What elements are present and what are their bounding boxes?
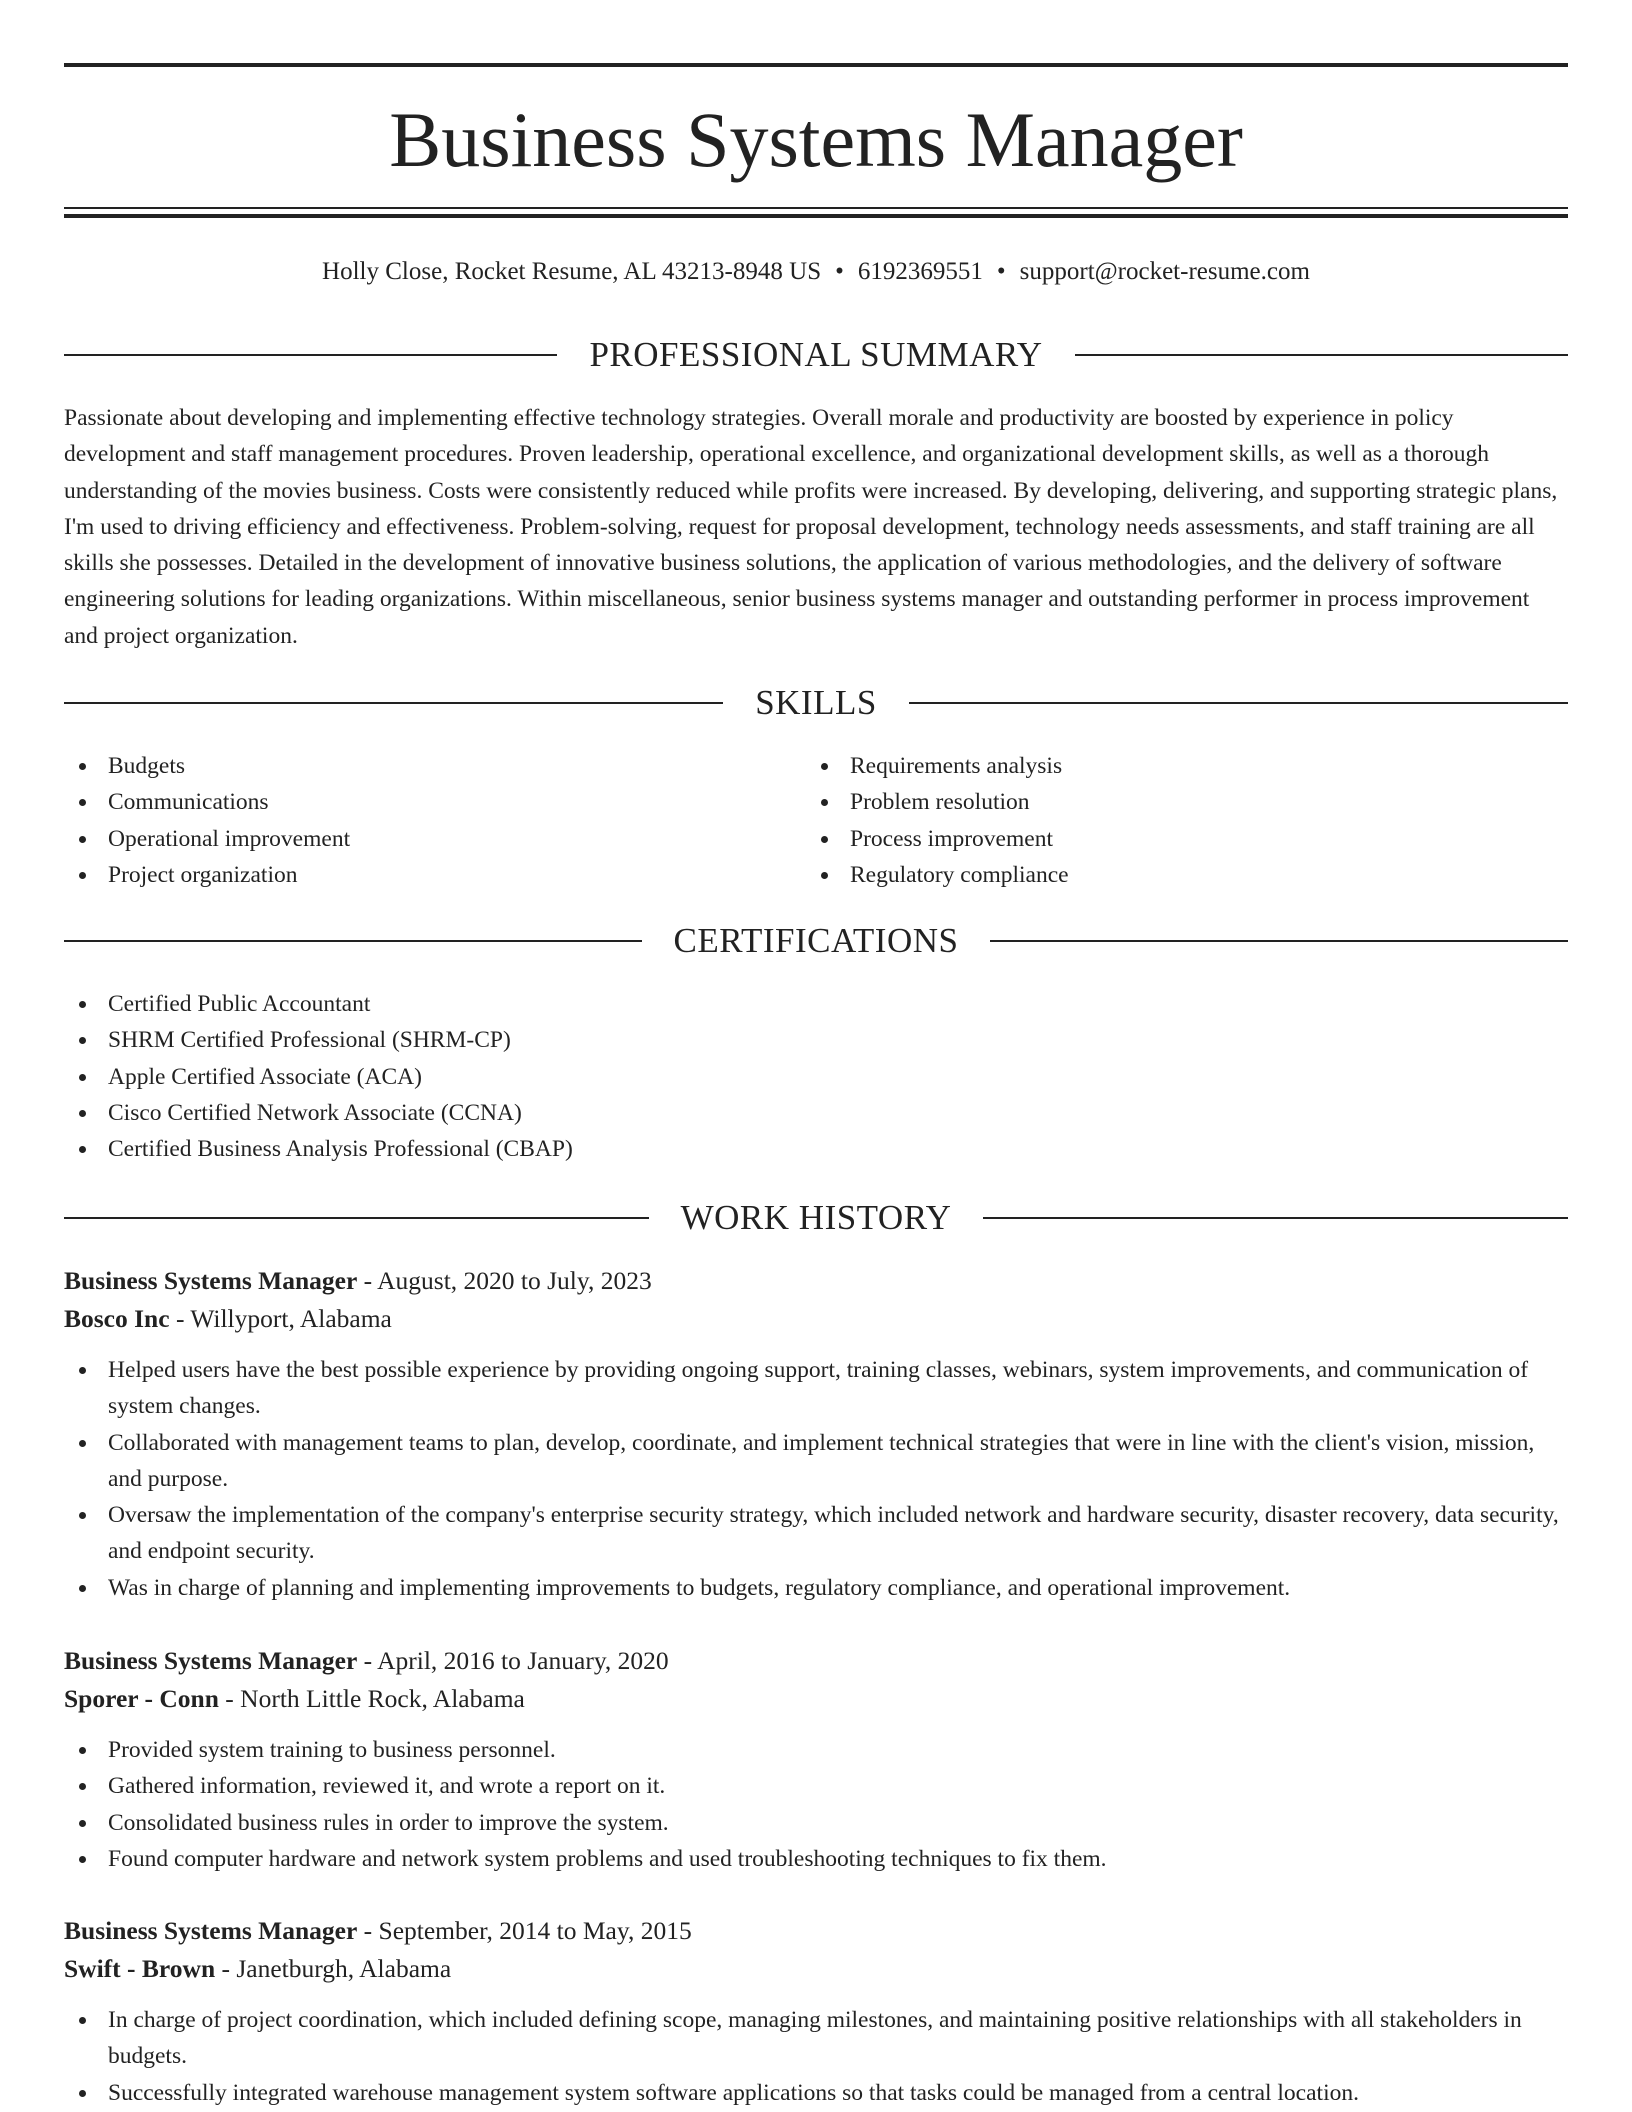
skills-list-left — [64, 748, 764, 893]
job-title: Business Systems Manager — [64, 1266, 358, 1295]
divider-line — [990, 940, 1568, 942]
skill-item: Budgets — [64, 748, 764, 784]
job-company: Swift - Brown — [64, 1954, 216, 1983]
skills-section-header — [64, 681, 1568, 725]
summary-section-header — [64, 333, 1568, 377]
job-entry — [64, 1642, 1568, 1877]
certification-item: Apple Certified Associate (ACA) — [64, 1059, 1568, 1095]
summary-heading: PROFESSIONAL SUMMARY — [589, 335, 1043, 374]
job-dates: - August, 2020 to July, 2023 — [357, 1266, 652, 1295]
job-bullets — [64, 1352, 1568, 1606]
job-title-line — [64, 1642, 1568, 1680]
job-bullet: Found computer hardware and network system problems and used troubleshooting techniques to fix them. — [64, 1841, 1568, 1877]
header-rule-lower — [64, 214, 1568, 218]
job-company: Bosco Inc — [64, 1304, 170, 1333]
job-bullet: Helped users have the best possible experience by providing ongoing support, training classes, webinars, system improvements, and communication of system changes. — [64, 1352, 1568, 1425]
divider-line — [64, 1217, 649, 1219]
divider-line — [64, 354, 557, 356]
job-dates: - September, 2014 to May, 2015 — [357, 1916, 692, 1945]
certifications-list — [64, 986, 1568, 1167]
contact-line — [64, 254, 1568, 290]
job-bullets — [64, 1732, 1568, 1877]
candidate-name: Business Systems Manager — [389, 96, 1243, 183]
job-bullet: Successfully integrated warehouse management system software applications so that tasks could be managed from a central location. — [64, 2075, 1568, 2111]
job-bullet: Consolidated business rules in order to improve the system. — [64, 1805, 1568, 1841]
job-company: Sporer - Conn — [64, 1684, 219, 1713]
skill-item: Communications — [64, 784, 764, 820]
header-rule-upper — [64, 207, 1568, 209]
skill-item: Requirements analysis — [806, 748, 1506, 784]
skills-left-column — [64, 748, 764, 893]
contact-address: Holly Close, Rocket Resume, AL 43213-8948 US — [322, 258, 822, 285]
certifications-block — [64, 986, 1568, 1167]
contact-phone: 6192369551 — [857, 258, 983, 285]
skill-item: Regulatory compliance — [806, 857, 1506, 893]
skill-item: Problem resolution — [806, 784, 1506, 820]
job-bullet: Oversaw the implementation of the company's enterprise security strategy, which included network and hardware security, disaster recovery, data security, and endpoint security. — [64, 1497, 1568, 1570]
divider-line — [983, 1217, 1568, 1219]
header-top-rule — [64, 63, 1568, 67]
job-company-line — [64, 1950, 1568, 1988]
certification-item: Cisco Certified Network Associate (CCNA) — [64, 1095, 1568, 1131]
job-location: - Janetburgh, Alabama — [215, 1954, 452, 1983]
certifications-section-header — [64, 919, 1568, 963]
job-entry — [64, 1262, 1568, 1606]
job-bullets — [64, 2002, 1568, 2111]
skill-item: Operational improvement — [64, 821, 764, 857]
job-title: Business Systems Manager — [64, 1916, 358, 1945]
job-title: Business Systems Manager — [64, 1646, 358, 1675]
contact-separator: • — [835, 258, 844, 285]
certifications-heading: CERTIFICATIONS — [673, 921, 959, 960]
divider-line — [1075, 354, 1568, 356]
certification-item: Certified Business Analysis Professional (CBAP) — [64, 1131, 1568, 1167]
work-heading: WORK HISTORY — [680, 1198, 952, 1237]
divider-line — [64, 702, 723, 704]
job-title-line — [64, 1912, 1568, 1950]
certification-item: Certified Public Accountant — [64, 986, 1568, 1022]
job-bullet: Collaborated with management teams to plan, develop, coordinate, and implement technical strategies that were in line with the client's vision, mission, and purpose. — [64, 1425, 1568, 1498]
skill-item: Process improvement — [806, 821, 1506, 857]
skills-heading: SKILLS — [755, 683, 877, 722]
job-bullet: Was in charge of planning and implementing improvements to budgets, regulatory compliance, and operational improvement. — [64, 1570, 1568, 1606]
work-section-header — [64, 1196, 1568, 1240]
skills-list-right — [806, 748, 1506, 893]
job-entry — [64, 1912, 1568, 2111]
divider-line — [909, 702, 1568, 704]
job-bullet: Gathered information, reviewed it, and wrote a report on it. — [64, 1768, 1568, 1804]
job-title-line — [64, 1262, 1568, 1300]
summary-text: Passionate about developing and implementing effective technology strategies. Overall morale and productivity are boosted by experience in policy development and staff management procedures. Proven leadership, operational excellence, and organizational development skills, as well as a thorough understanding of the movies business. Costs were consistently reduced while profits were increased. By developing, delivering, and supporting strategic plans, I'm used to driving efficiency and effectiveness. Problem-solving, request for proposal development, technology needs assessments, and staff training are all skills she possesses. Detailed in the development of innovative business solutions, the application of various methodologies, and the delivery of software engineering solutions for leading organizations. Within miscellaneous, senior business systems manager and outstanding performer in process improvement and project organization. — [64, 405, 1558, 649]
job-company-line — [64, 1680, 1568, 1718]
job-bullet: Provided system training to business personnel. — [64, 1732, 1568, 1768]
job-location: - Willyport, Alabama — [169, 1304, 392, 1333]
job-company-line — [64, 1300, 1568, 1338]
job-bullet: In charge of project coordination, which included defining scope, managing milestones, and maintaining positive relationships with all stakeholders in budgets. — [64, 2002, 1568, 2075]
contact-email: support@rocket-resume.com — [1019, 258, 1310, 285]
job-location: - North Little Rock, Alabama — [218, 1684, 525, 1713]
certification-item: SHRM Certified Professional (SHRM-CP) — [64, 1022, 1568, 1058]
skill-item: Project organization — [64, 857, 764, 893]
skills-right-column — [806, 748, 1506, 893]
divider-line — [64, 940, 642, 942]
job-dates: - April, 2016 to January, 2020 — [357, 1646, 669, 1675]
contact-separator: • — [996, 258, 1006, 285]
